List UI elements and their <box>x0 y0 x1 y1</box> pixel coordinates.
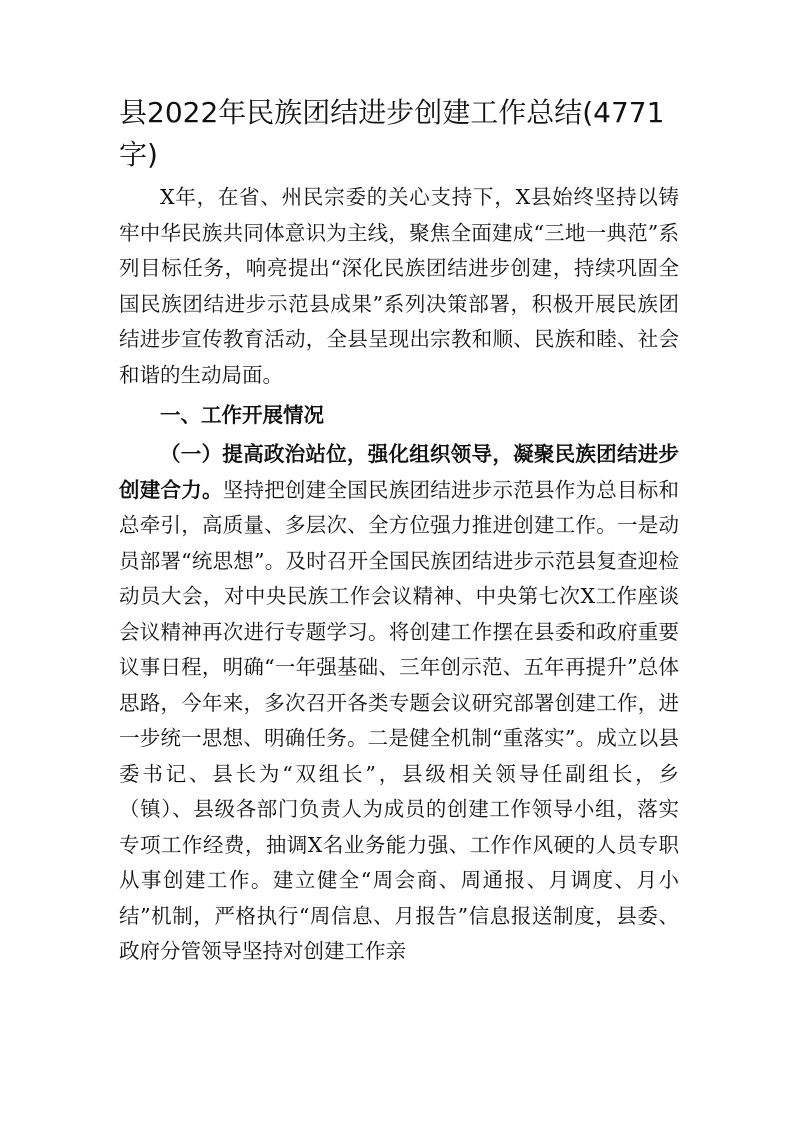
subsection-body: 坚持把创建全国民族团结进步示范县作为总目标和总牵引，高质量、多层次、全方位强力推进创建工作。一是动员部署“统思想”。及时召开全国民族团结进步示范县复查迎检动员大会，对中央民族工作会议精神、中央第七次X工作座谈会议精神再次进行专题学习。将创建工作摆在县委和政府重要议事日程，明确“一年强基础、三年创示范、五年再提升”总体思路，今年来，多次召开各类专题会议研究部署创建工作，进一步统一思想、明确任务。二是健全机制“重落实”。成立以县委书记、县长为“双组长”，县级相关领导任副组长，乡（镇）、县级各部门负责人为成员的创建工作领导小组，落实专项工作经费，抽调X名业务能力强、工作作风硬的人员专职从事创建工作。建立健全“周会商、周通报、月调度、月小结”机制，严格执行“周信息、月报告”信息报送制度，县委、政府分管领导坚持对创建工作亲 <box>119 477 679 963</box>
section-heading: 一、工作开展情况 <box>160 403 324 427</box>
subsection-paragraph <box>119 437 679 970</box>
document-title: 县2022年民族团结进步创建工作总结(4771字) <box>119 96 665 171</box>
subsection-lead: （一）提高政治站位，强化组织领导，凝聚民族团结进步创建合力。 <box>119 442 679 502</box>
intro-paragraph: X年，在省、州民宗委的关心支持下，X县始终坚持以铸牢中华民族共同体意识为主线，聚焦全面建成“三地一典范”系列目标任务，响亮提出“深化民族团结进步创建，持续巩固全国民族团结进步示范县成果”系列决策部署，积极开展民族团结进步宣传教育活动，全县呈现出宗教和顺、民族和睦、社会和谐的生动局面。 <box>119 185 679 387</box>
